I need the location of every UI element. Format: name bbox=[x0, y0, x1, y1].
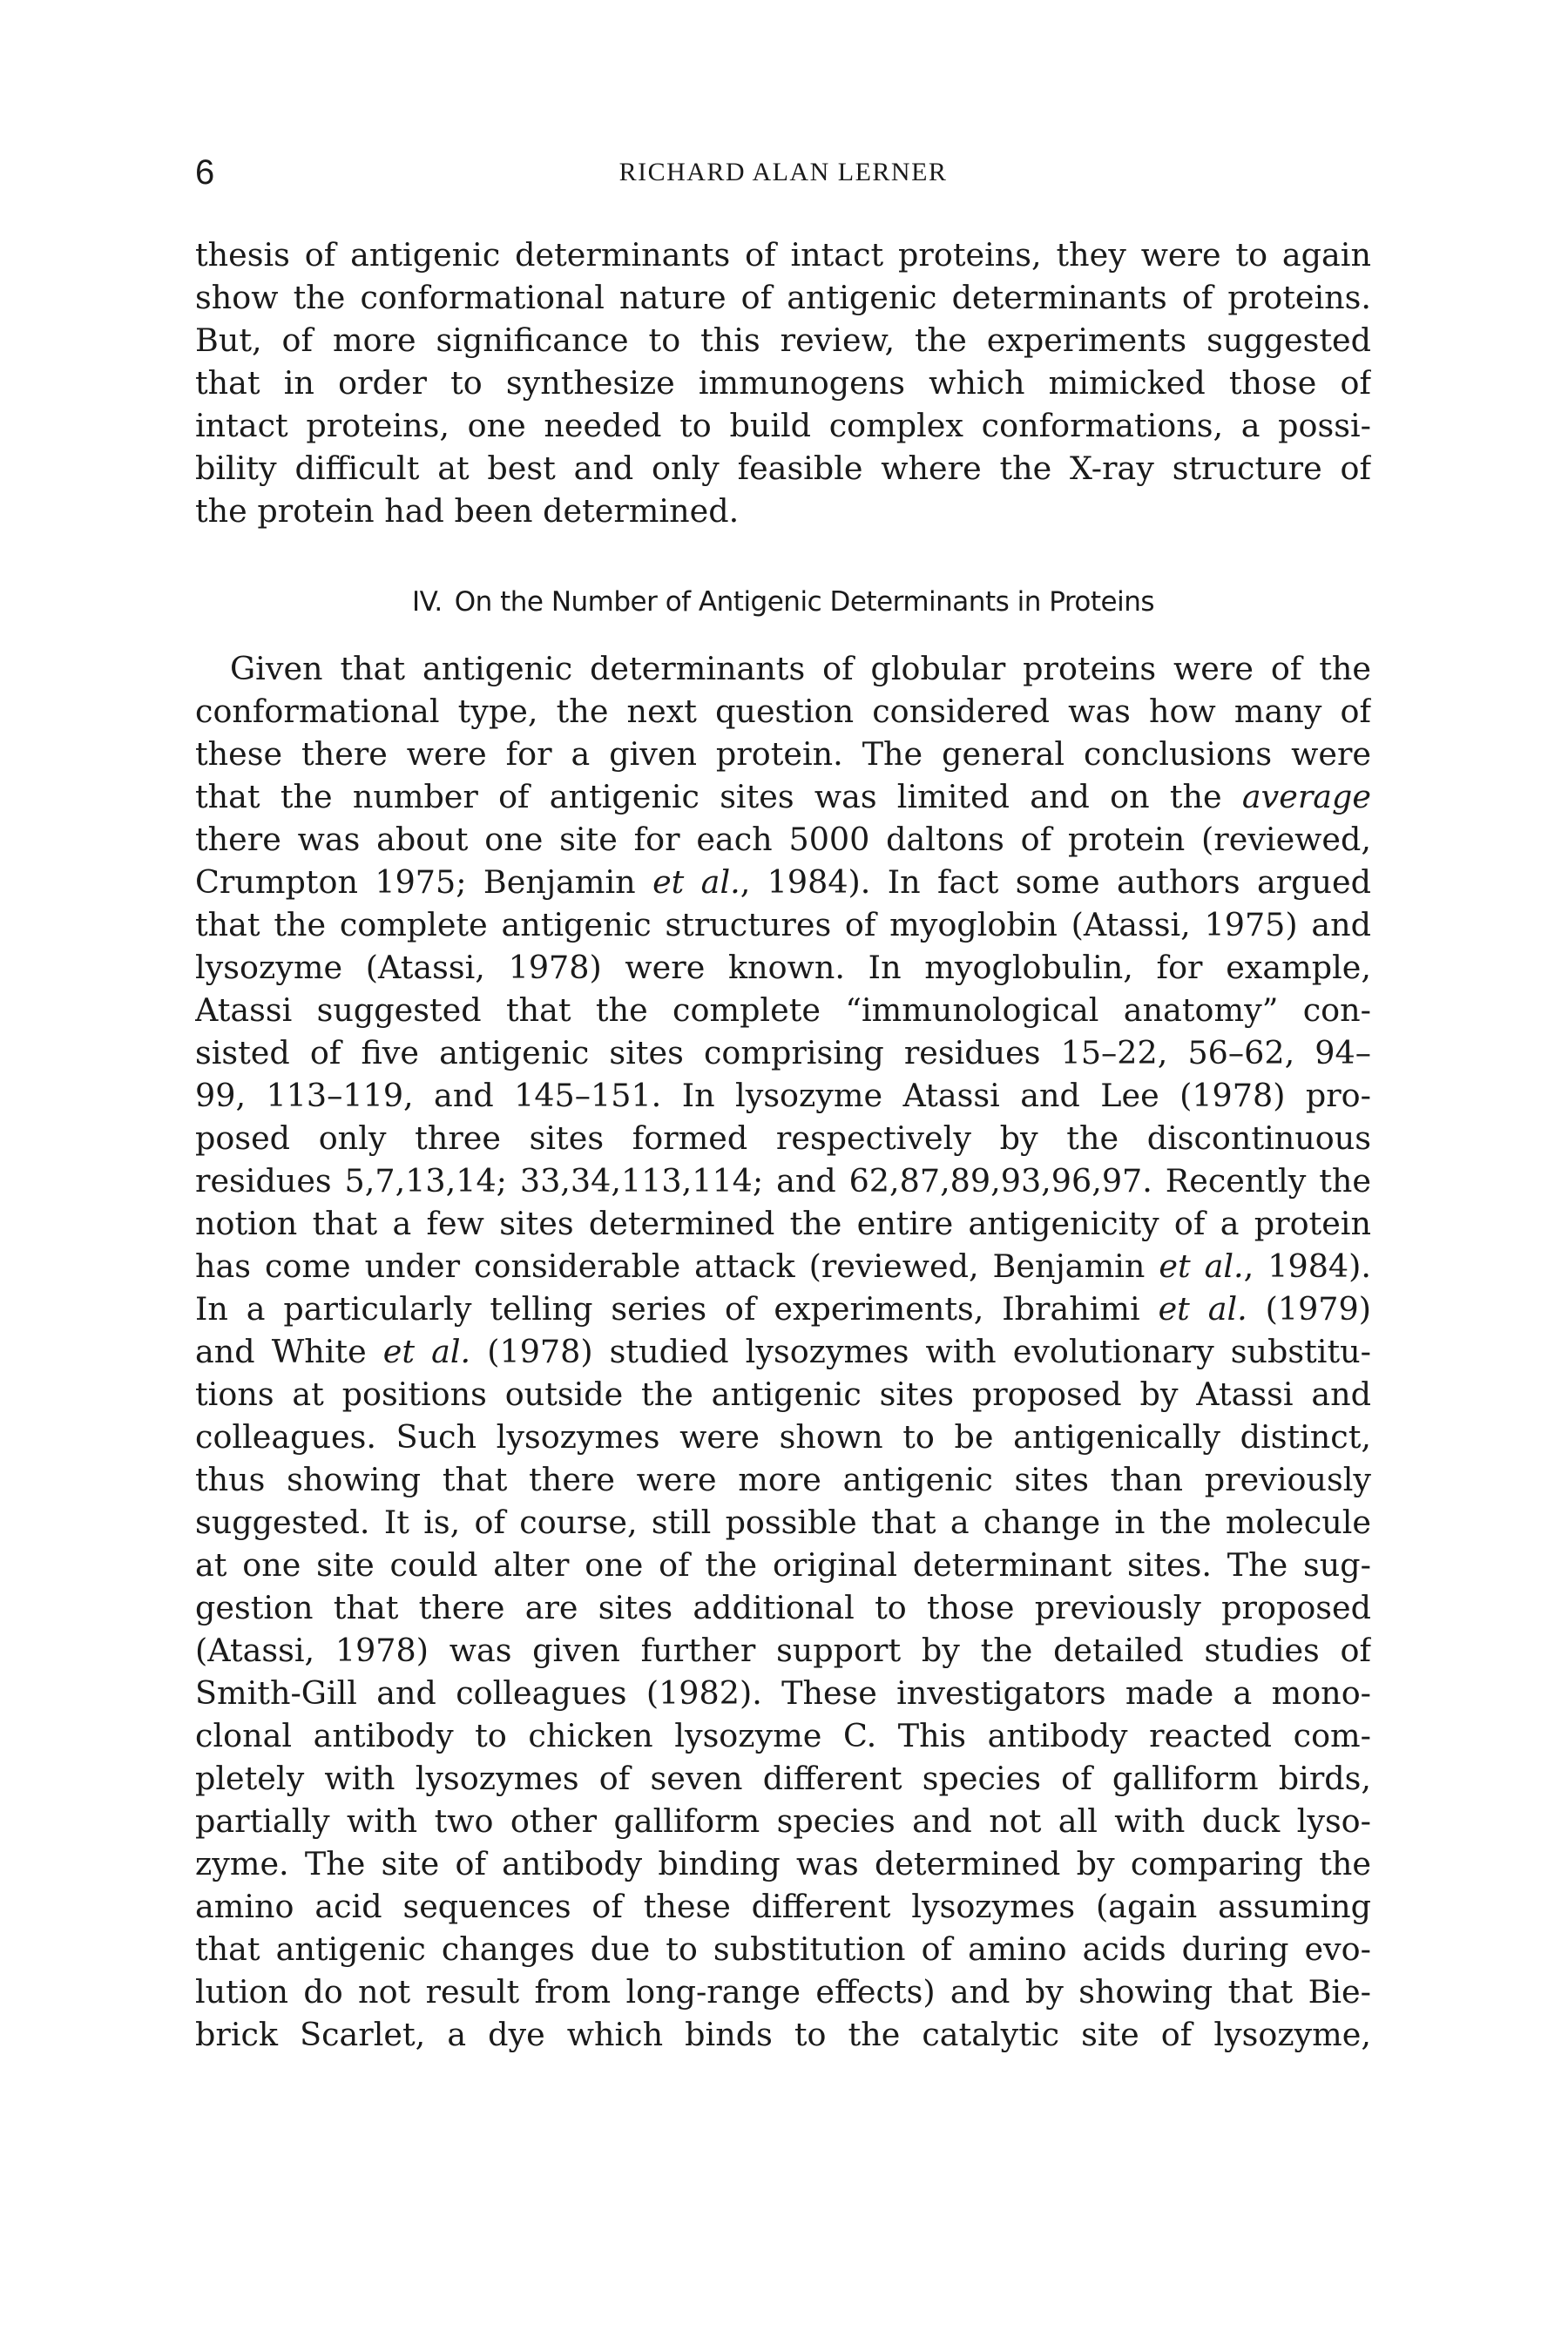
italic-term: average bbox=[1241, 778, 1371, 815]
text-line bbox=[195, 775, 1371, 818]
text-line: Smith-Gill and colleagues (1982). These investigators made a mono- bbox=[195, 1674, 1371, 1712]
text-line: thus showing that there were more antigenic sites than previously bbox=[195, 1461, 1371, 1498]
running-header bbox=[195, 146, 1371, 199]
text-line: the protein had been determined. bbox=[195, 492, 740, 530]
text-line: lysozyme (Atassi, 1978) were known. In myoglobulin, for example, bbox=[195, 949, 1371, 986]
text-segment: In a particularly telling series of experiments, Ibrahimi bbox=[195, 1290, 1140, 1328]
section-number: IV. bbox=[411, 586, 443, 618]
italic-term: et al. bbox=[382, 1333, 471, 1370]
section-title: On the Number of Antigenic Determinants in Proteins bbox=[454, 586, 1155, 618]
text-line: gestion that there are sites additional to those previously proposed bbox=[195, 1589, 1371, 1626]
text-line: conformational type, the next question considered was how many of bbox=[195, 693, 1371, 730]
italic-term: et al. bbox=[1158, 1290, 1247, 1328]
text-line: partially with two other galliform species and not all with duck lyso- bbox=[195, 1802, 1371, 1840]
text-segment: that the number of antigenic sites was limited and on the bbox=[195, 778, 1222, 815]
text-line: intact proteins, one needed to build complex conformations, a possi- bbox=[195, 407, 1371, 444]
text-line: there was about one site for each 5000 daltons of protein (reviewed, bbox=[195, 821, 1371, 858]
text-line: zyme. The site of antibody binding was determined by comparing the bbox=[195, 1845, 1371, 1882]
text-line: pletely with lysozymes of seven different species of galliform birds, bbox=[195, 1760, 1371, 1797]
text-line: clonal antibody to chicken lysozyme C. This antibody reacted com- bbox=[195, 1717, 1371, 1754]
text-line bbox=[195, 1245, 1371, 1288]
text-line: Given that antigenic determinants of globular proteins were of the bbox=[230, 650, 1371, 687]
text-line: show the conformational nature of antigenic determinants of proteins. bbox=[195, 279, 1371, 316]
text-line: these there were for a given protein. The general conclusions were bbox=[195, 735, 1371, 773]
text-line: Atassi suggested that the complete “immunological anatomy” con- bbox=[195, 991, 1371, 1029]
paragraph-1 bbox=[195, 233, 1371, 532]
text-segment: , 1984). In fact some authors argued bbox=[740, 863, 1371, 901]
section-heading bbox=[195, 576, 1371, 628]
text-line: brick Scarlet, a dye which binds to the catalytic site of lysozyme, bbox=[195, 2016, 1371, 2053]
text-line: (Atassi, 1978) was given further support by the detailed studies of bbox=[195, 1632, 1371, 1669]
page-number: 6 bbox=[195, 153, 215, 192]
text-line bbox=[195, 1330, 1371, 1373]
text-line: that in order to synthesize immunogens which mimicked those of bbox=[195, 364, 1371, 402]
text-line: thesis of antigenic determinants of intact proteins, they were to again bbox=[195, 236, 1371, 274]
text-line: posed only three sites formed respectively by the discontinuous bbox=[195, 1119, 1371, 1157]
text-line: that the complete antigenic structures of myoglobin (Atassi, 1975) and bbox=[195, 906, 1371, 943]
text-line bbox=[195, 861, 1371, 903]
text-line: that antigenic changes due to substitution of amino acids during evo- bbox=[195, 1930, 1371, 1968]
text-line: But, of more significance to this review, the experiments suggested bbox=[195, 321, 1371, 359]
text-line: suggested. It is, of course, still possible that a change in the molecule bbox=[195, 1504, 1371, 1541]
text-segment: has come under considerable attack (reviewed, Benjamin bbox=[195, 1247, 1146, 1285]
italic-term: et al. bbox=[1159, 1247, 1244, 1285]
italic-term: et al. bbox=[652, 863, 740, 901]
text-line: 99, 113–119, and 145–151. In lysozyme Atassi and Lee (1978) pro- bbox=[195, 1077, 1371, 1114]
text-line: tions at positions outside the antigenic sites proposed by Atassi and bbox=[195, 1375, 1371, 1413]
text-segment: Crumpton 1975; Benjamin bbox=[195, 863, 636, 901]
text-line: colleagues. Such lysozymes were shown to be antigenically distinct, bbox=[195, 1418, 1371, 1456]
text-line: at one site could alter one of the original determinant sites. The sug- bbox=[195, 1546, 1371, 1584]
text-line bbox=[195, 1288, 1371, 1330]
text-line: bility difficult at best and only feasible where the X-ray structure of bbox=[195, 449, 1371, 487]
text-segment: and White bbox=[195, 1333, 367, 1370]
text-line: residues 5,7,13,14; 33,34,113,114; and 62,87,89,93,96,97. Recently the bbox=[195, 1162, 1371, 1200]
text-segment: (1979) bbox=[1265, 1290, 1371, 1328]
text-segment: (1978) studied lysozymes with evolutionary substitu- bbox=[487, 1333, 1371, 1370]
running-title: RICHARD ALAN LERNER bbox=[618, 158, 948, 186]
text-line: amino acid sequences of these different lysozymes (again assuming bbox=[195, 1888, 1371, 1925]
text-segment: , 1984). bbox=[1243, 1247, 1371, 1285]
paragraph-2 bbox=[195, 647, 1371, 2056]
text-line: lution do not result from long-range effects) and by showing that Bie- bbox=[195, 1973, 1371, 2011]
text-line: notion that a few sites determined the entire antigenicity of a protein bbox=[195, 1205, 1371, 1242]
book-page bbox=[195, 146, 1371, 2056]
text-line: sisted of five antigenic sites comprising residues 15–22, 56–62, 94– bbox=[195, 1034, 1371, 1071]
